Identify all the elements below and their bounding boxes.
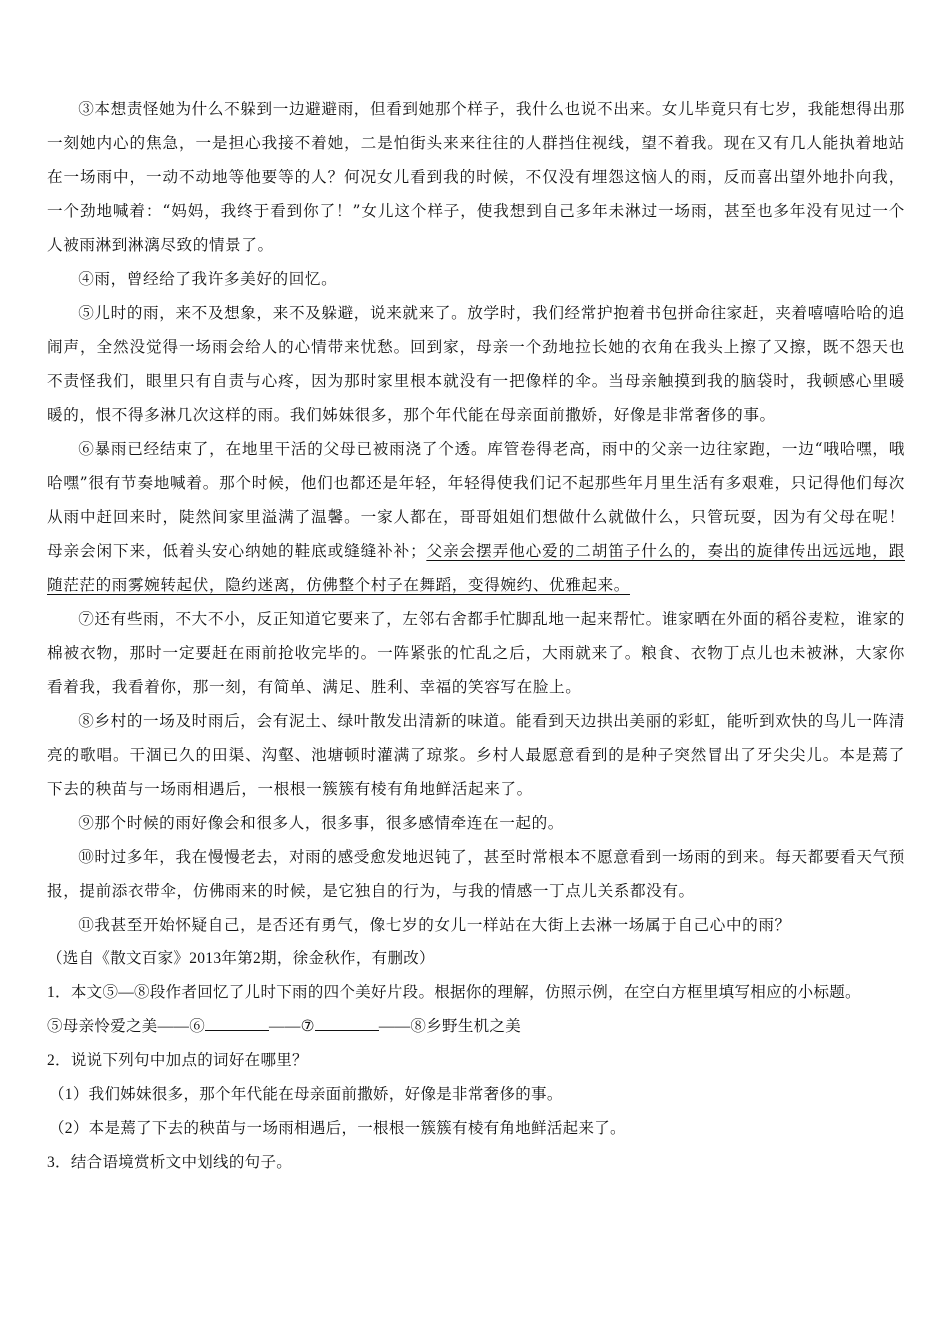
question-2-1: （1）我们姊妹很多，那个年代能在母亲面前撒娇，好像是非常奢侈的事。 bbox=[49, 1086, 563, 1103]
paragraph-7: ⑦还有些雨，不大不小，反正知道它要来了，左邻右舍都手忙脚乱地一起来帮忙。谁家晒在外面的稻谷麦粒，谁家的棉被衣物，那时一定要赶在雨前抢收完毕的。一阵紧张的忙乱之后，大雨就来了。粮食、衣物丁点儿也未被淋，大家你看着我，我看着你，那一刻，有简单、满足、胜利、幸福的笑容写在脸上。 bbox=[47, 610, 905, 696]
paragraph-3: ③本想责怪她为什么不躲到一边避避雨，但看到她那个样子，我什么也说不出来。女儿毕竟只有七岁，我能想得出那一刻她内心的焦急，一是担心我接不着她，二是怕街头来来往往的人群挡住视线，望不着我。现在又有几人能执着地站在一场雨中，一动不动地等他要等的人？何况女儿看到我的时候，不仅没有埋怨这恼人的雨，反而喜出望外地扑向我，一个劲地喊着：“妈妈，我终于看到你了！”女儿这个样子，使我想到自己多年未淋过一场雨，甚至也多年没有见过一个人被雨淋到淋漓尽致的情景了。 bbox=[47, 100, 905, 254]
question-3: 3．结合语境赏析文中划线的句子。 bbox=[47, 1154, 293, 1171]
paragraph-5: ⑤儿时的雨，来不及想象，来不及躲避，说来就来了。放学时，我们经常护抱着书包拼命往家赶，夹着嘻嘻哈哈的追闹声，全然没觉得一场雨会给人的心情带来忧愁。回到家，母亲一个劲地拉长她的衣角在我头上擦了又擦，既不怨天也不责怪我们，眼里只有自责与心疼，因为那时家里根本就没有一把像样的伞。当母亲触摸到我的脑袋时，我顿感心里暖暖的，恨不得多淋几次这样的雨。我们姊妹很多，那个年代能在母亲面前撒娇，好像是非常奢侈的事。 bbox=[47, 304, 905, 424]
question-2: 2．说说下列句中加点的词好在哪里？ bbox=[47, 1052, 308, 1069]
paragraph-4: ④雨，曾经给了我许多美好的回忆。 bbox=[78, 270, 338, 288]
blank-7[interactable] bbox=[315, 1014, 379, 1031]
question-1-answer-line bbox=[47, 1010, 905, 1044]
paragraph-9: ⑨那个时候的雨好像会和很多人，很多事，很多感情牵连在一起的。 bbox=[78, 814, 565, 832]
paragraph-6-text: ⑥暴雨已经结束了，在地里干活的父母已被雨浇了个透。库管卷得老高，雨中的父亲一边往家跑，一边“哦哈嘿，哦哈嘿”很有节奏地喊着。那个时候，他们也都还是年轻，年轻得使我们记不起那些年月里生活有多艰难，只记得他们每次从雨中赶回来时，陡然间家里溢满了温馨。一家人都在，哥哥姐姐们想做什么就做什么，只管玩耍，因为有父母在呢！母亲会闲下来，低着头安心纳她的鞋底或缝缝补补； bbox=[47, 440, 905, 560]
paragraph-10: ⑩时过多年，我在慢慢老去，对雨的感受愈发地迟钝了，甚至时常根本不愿意看到一场雨的到来。每天都要看天气预报，提前添衣带伞，仿佛雨来的时候，是它独自的行为，与我的情感一丁点儿关系都没有。 bbox=[47, 848, 905, 900]
document-page bbox=[47, 92, 905, 1180]
paragraph-8: ⑧乡村的一场及时雨后，会有泥土、绿叶散发出清新的味道。能看到天边拱出美丽的彩虹，能听到欢快的鸟儿一阵清亮的歌唱。干涸已久的田渠、沟壑、池塘顿时灌满了琼浆。乡村人最愿意看到的是种子突然冒出了牙尖尖儿。本是蔫了下去的秧苗与一场雨相遇后，一根根一簇簇有棱有角地鲜活起来了。 bbox=[47, 712, 905, 798]
underlined-sentence: 父亲会摆弄他心爱的二胡笛子什么的，奏出的旋律传出远远地，跟随茫茫的雨雾婉转起伏，隐约迷离，仿佛整个村子在舞蹈，变得婉约、优雅起来。 bbox=[47, 542, 905, 594]
blank-6[interactable] bbox=[205, 1014, 269, 1031]
question-1: 1．本文⑤—⑧段作者回忆了儿时下雨的四个美好片段。根据你的理解，仿照示例，在空白方框里填写相应的小标题。 bbox=[47, 984, 861, 1001]
q1-segment-b: ——⑦ bbox=[269, 1018, 315, 1035]
q1-segment-c: ——⑧乡野生机之美 bbox=[378, 1018, 522, 1035]
question-2-2: （2）本是蔫了下去的秧苗与一场雨相遇后，一根根一簇簇有棱有角地鲜活起来了。 bbox=[49, 1120, 626, 1137]
paragraph-6 bbox=[47, 432, 905, 602]
source-note: （选自《散文百家》2013年第2期，徐金秋作，有删改） bbox=[47, 950, 435, 967]
q1-segment-a: ⑤母亲怜爱之美——⑥ bbox=[47, 1018, 206, 1035]
paragraph-11: ⑪我甚至开始怀疑自己，是否还有勇气，像七岁的女儿一样站在大街上去淋一场属于自己心中的雨？ bbox=[78, 916, 791, 934]
